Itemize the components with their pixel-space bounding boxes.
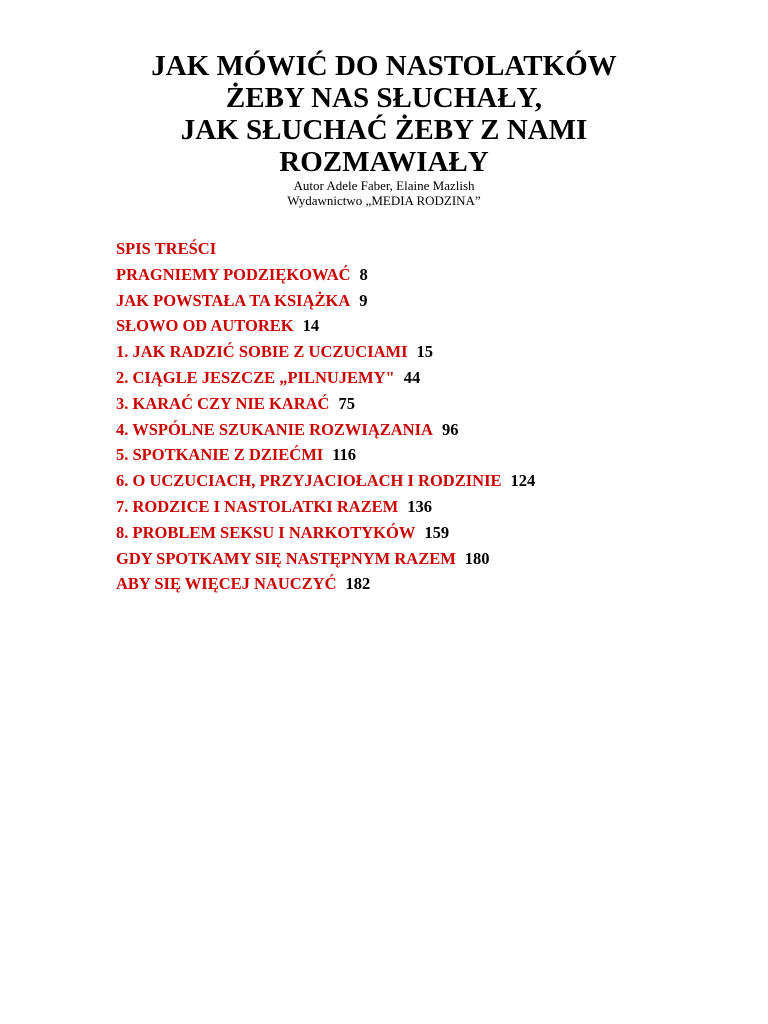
toc-entry-page: 75: [338, 393, 355, 413]
title-line: ROZMAWIAŁY: [279, 146, 489, 178]
toc-entry[interactable]: [116, 571, 736, 597]
toc-entry[interactable]: [116, 417, 736, 443]
toc-entry-label: ABY SIĘ WIĘCEJ NAUCZYĆ: [116, 574, 337, 594]
toc-entry-label: 4. WSPÓLNE SZUKANIE ROZWIĄZANIA: [116, 419, 433, 439]
toc-entry-page: 9: [359, 290, 368, 310]
title-line: JAK SŁUCHAĆ ŻEBY Z NAMI: [180, 114, 588, 146]
toc-entry[interactable]: [116, 391, 736, 417]
toc-entry[interactable]: [116, 442, 736, 468]
toc-entry-label: 3. KARAĆ CZY NIE KARAĆ: [116, 393, 330, 413]
toc-entry-label: 5. SPOTKANIE Z DZIEĆMI: [116, 445, 324, 465]
toc-entry-label: 6. O UCZUCIACH, PRZYJACIOŁACH I RODZINIE: [116, 471, 502, 491]
toc-entry-page: 136: [407, 496, 432, 516]
title-line: JAK MÓWIĆ DO NASTOLATKÓW: [151, 50, 617, 82]
toc-entry-page: 180: [464, 548, 490, 568]
toc-heading: SPIS TREŚCI: [116, 239, 217, 258]
toc-entry[interactable]: [116, 262, 736, 288]
toc-entry[interactable]: [116, 313, 736, 339]
toc-entry-label: JAK POWSTAŁA TA KSIĄŻKA: [116, 290, 351, 310]
toc-entry-page: 159: [424, 522, 450, 542]
toc-entry-page: 14: [302, 316, 320, 336]
toc-entry[interactable]: [116, 339, 736, 365]
title-line: ŻEBY NAS SŁUCHAŁY,: [225, 82, 543, 114]
toc-entry-page: 96: [441, 419, 459, 439]
toc-entry-label: GDY SPOTKAMY SIĘ NASTĘPNYM RAZEM: [116, 548, 456, 568]
toc-entry-page: 124: [510, 471, 536, 491]
toc-entry[interactable]: [116, 365, 736, 391]
toc-entry-page: 15: [416, 342, 434, 362]
toc-entry-page: 182: [345, 574, 371, 594]
toc-entry-label: SŁOWO OD AUTOREK: [116, 316, 294, 336]
toc-entry-label: 8. PROBLEM SEKSU I NARKOTYKÓW: [116, 522, 416, 542]
toc-entry-label: 7. RODZICE I NASTOLATKI RAZEM: [116, 496, 399, 516]
toc-entry[interactable]: [116, 288, 736, 314]
toc-entry[interactable]: [116, 520, 736, 546]
toc-entry-label: 1. JAK RADZIĆ SOBIE Z UCZUCIAMI: [116, 342, 408, 362]
table-of-contents: [116, 236, 736, 597]
author-line: Autor Adele Faber, Elaine Mazlish: [293, 178, 475, 193]
toc-entry[interactable]: [116, 546, 736, 572]
toc-entry[interactable]: [116, 494, 736, 520]
toc-entry-label: 2. CIĄGLE JESZCZE „PILNUJEMY": [116, 367, 395, 387]
toc-entry[interactable]: [116, 468, 736, 494]
title-block: [0, 50, 768, 208]
publisher-line: Wydawnictwo „MEDIA RODZINA”: [287, 193, 481, 208]
toc-entry-page: 44: [403, 367, 421, 387]
toc-entry-page: 116: [332, 445, 357, 465]
toc-entry-label: PRAGNIEMY PODZIĘKOWAĆ: [116, 264, 351, 284]
toc-entry-page: 8: [359, 264, 368, 284]
